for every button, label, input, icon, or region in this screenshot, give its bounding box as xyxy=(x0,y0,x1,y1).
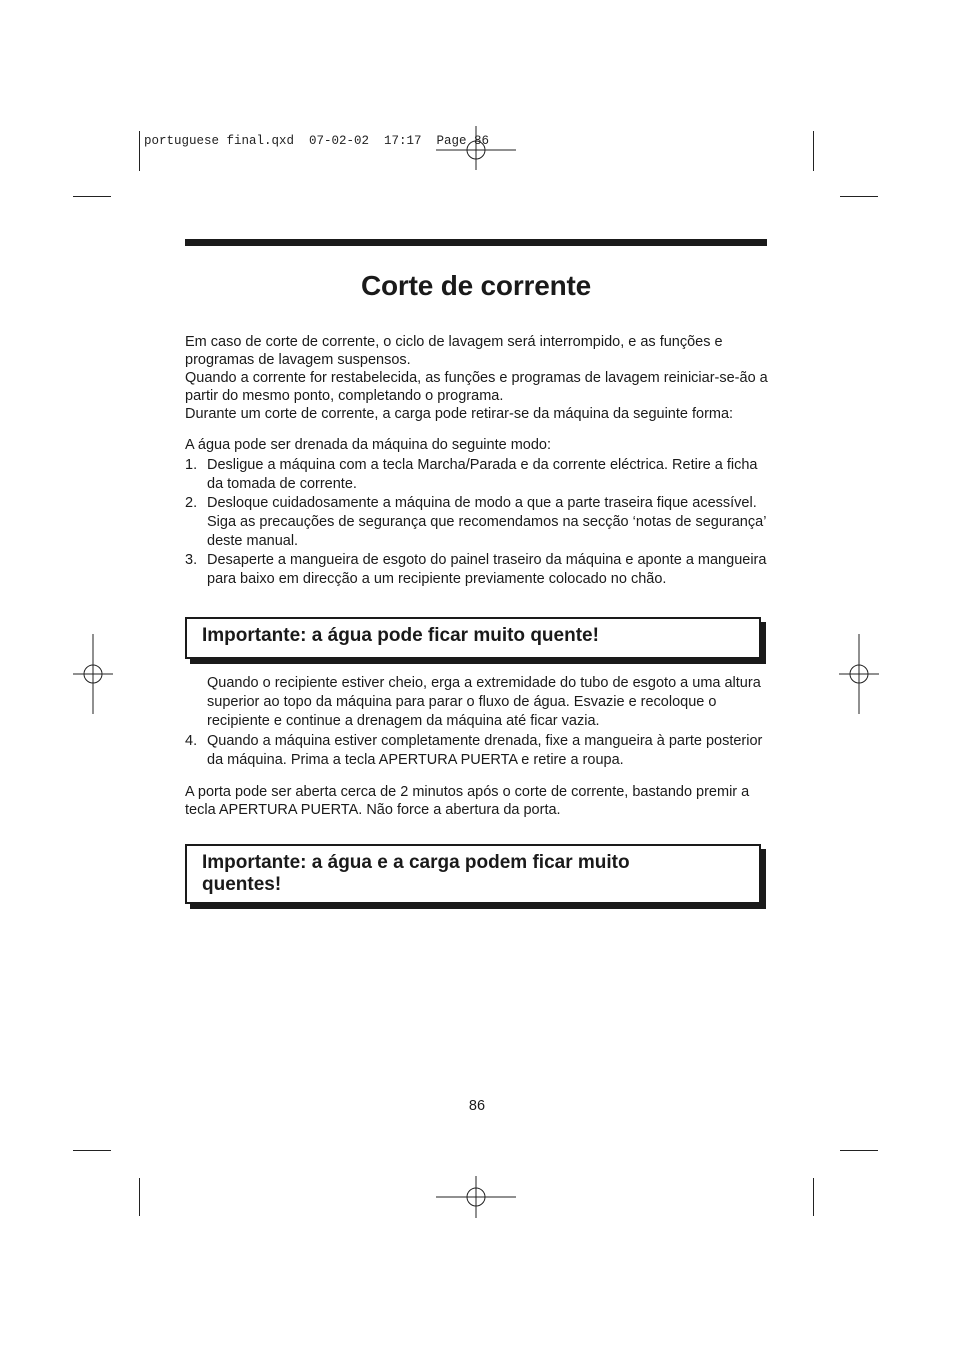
step-number: 4. xyxy=(185,733,198,749)
step-text: Desloque cuidadosamente a máquina de modo a que a parte traseira fique acessível. Siga as precauções de segurança que recomendamos na secção ‘notas de segurança’ deste manual. xyxy=(207,495,766,549)
list-item xyxy=(185,674,775,731)
step-text: Quando a máquina estiver completamente drenada, fixe a mangueira à parte posterior da máquina. Prima a tecla APERTURA PUERTA e retire a roupa. xyxy=(207,733,763,768)
print-slug: portuguese final.qxd 07-02-02 17:17 Page 86 xyxy=(144,134,490,148)
crop-mark xyxy=(813,131,814,171)
door-note xyxy=(185,783,775,819)
door-note-text: A porta pode ser aberta cerca de 2 minutos após o corte de corrente, bastando premir a tecla APERTURA PUERTA. Não force a abertura da porta. xyxy=(185,784,750,818)
intro-paragraph: Quando a corrente for restabelecida, as funções e programas de lavagem reiniciar-se-ão a partir do mesmo ponto, completando o programa. xyxy=(185,370,768,404)
warning-box xyxy=(185,844,761,904)
drain-steps xyxy=(185,456,775,589)
drain-steps-continued xyxy=(185,674,775,770)
page-title: Corte de corrente xyxy=(361,270,591,301)
header-rule xyxy=(185,239,767,246)
step-number: 3. xyxy=(185,552,198,568)
crop-mark xyxy=(139,131,140,171)
continuation-text: Quando o recipiente estiver cheio, erga a extremidade do tubo de esgoto a uma altura superior ao topo da máquina para parar o fluxo de água. Esvazie e recoloque o recipiente e continue a drenagem da máquina até ficar vazia. xyxy=(207,675,761,729)
intro-paragraph: Em caso de corte de corrente, o ciclo de lavagem será interrompido, e as funções e programas de lavagem suspensos. xyxy=(185,334,723,368)
list-item xyxy=(185,456,775,494)
list-item xyxy=(185,732,775,770)
registration-mark-icon xyxy=(73,634,113,714)
crop-mark xyxy=(73,1150,111,1151)
step-text: Desligue a máquina com a tecla Marcha/Parada e da corrente eléctrica. Retire a ficha da tomada de corrente. xyxy=(207,457,758,492)
registration-mark-icon xyxy=(839,634,879,714)
step-number: 1. xyxy=(185,457,198,473)
registration-mark-icon xyxy=(436,1176,516,1218)
registration-mark-icon xyxy=(436,126,516,170)
drain-intro-text: A água pode ser drenada da máquina do seguinte modo: xyxy=(185,437,551,453)
crop-mark xyxy=(840,1150,878,1151)
warning-text: Importante: a água pode ficar muito quente! xyxy=(202,625,599,646)
intro-paragraph: Durante um corte de corrente, a carga pode retirar-se da máquina da seguinte forma: xyxy=(185,406,734,422)
crop-mark xyxy=(139,1178,140,1216)
crop-mark xyxy=(73,196,111,197)
list-item xyxy=(185,551,775,589)
crop-mark xyxy=(840,196,878,197)
warning-text: Importante: a água e a carga podem ficar muito quentes! xyxy=(202,852,630,895)
step-number: 2. xyxy=(185,495,198,511)
warning-box xyxy=(185,617,761,659)
list-item xyxy=(185,494,775,551)
intro-text xyxy=(185,333,775,423)
drain-intro xyxy=(185,436,775,454)
step-text: Desaperte a mangueira de esgoto do painel traseiro da máquina e aponte a mangueira para baixo em direcção a um recipiente previamente colocado no chão. xyxy=(207,552,767,587)
crop-mark xyxy=(813,1178,814,1216)
page-number: 86 xyxy=(468,1098,486,1114)
